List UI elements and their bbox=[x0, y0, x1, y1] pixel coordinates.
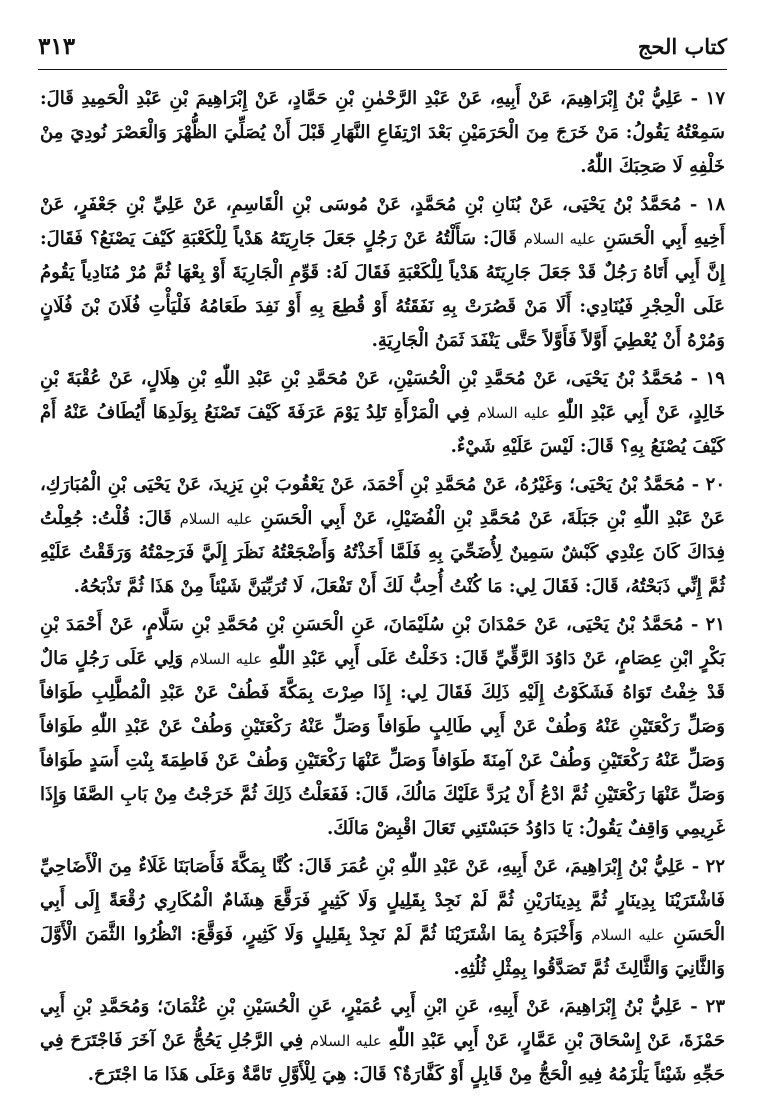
header-rule bbox=[38, 69, 727, 70]
hadith-17: ١٧ - عَلِيُّ بْنُ إِبْرَاهِيمَ، عَنْ أَبِيهِ، عَنْ عَبْدِ الرَّحْمٰنِ بْنِ حَمَّادٍ، عَنْ إِبْرَاهِيمَ بْنِ عَبْدِ الْحَمِيدِ قَالَ: سَمِعْتُهُ يَقُولُ: مَنْ خَرَجَ مِنَ الْحَرَمَيْنِ بَعْدَ ارْتِفَاعِ النَّهَارِ قَبْلَ أَنْ يُصَلِّيَ الظُّهْرَ وَالْعَصْرَ نُودِيَ مِنْ خَلْفِهِ لَا صَحِبَكَ اللّٰهُ. bbox=[40, 88, 725, 177]
hadith-23: ٢٣ - عَلِيُّ بْنُ إِبْرَاهِيمَ، عَنْ أَبِيهِ، عَنِ ابْنِ أَبِي عُمَيْرٍ، عَنِ الْحُسَيْنِ بْنِ عُثْمَانَ؛ وَمُحَمَّدِ بْنِ أَبِي حَمْزَةَ، عَنْ إِسْحَاقَ بْنِ عَمَّارٍ، عَنْ أَبِي عَبْدِ اللّٰهِ عليه السلام فِي الرَّجُلِ يَحُجُّ عَنْ آخَرَ فَاجْتَرَحَ فِي حَجِّهِ شَيْئاً يَلْزَمُهُ فِيهِ الْحَجُّ مِنْ قَابِلٍ أَوْ كَفَّارَةٌ؟ قَالَ: هِيَ لِلْأَوَّلِ تَامَّةٌ وَعَلَى هَذَا مَا اجْتَرَحَ. bbox=[40, 996, 726, 1085]
hadith-text: عَلِيُّ بْنُ إِبْرَاهِيمَ، عَنْ أَبِيهِ، عَنْ عَبْدِ الرَّحْمٰنِ بْنِ حَمَّادٍ، عَنْ إِبْرَاهِيمَ بْنِ عَبْدِ الْحَمِيدِ قَالَ: سَمِعْتُهُ يَقُولُ: مَنْ خَرَجَ مِنَ الْحَرَمَيْنِ بَعْدَ ارْتِفَاعِ النَّهَارِ قَبْلَ أَنْ يُصَلِّيَ الظُّهْرَ وَالْعَصْرَ نُودِيَ مِنْ خَلْفِهِ لَا صَحِبَكَ اللّٰهُ. bbox=[40, 88, 725, 177]
hadith-text: عَلِيُّ بْنُ إِبْرَاهِيمَ، عَنْ أَبِيهِ، عَنِ ابْنِ أَبِي عُمَيْرٍ، عَنِ الْحُسَيْنِ بْنِ عُثْمَانَ؛ وَمُحَمَّدِ بْنِ أَبِي حَمْزَةَ، عَنْ إِسْحَاقَ بْنِ عَمَّارٍ، عَنْ أَبِي عَبْدِ اللّٰهِ bbox=[40, 996, 726, 1051]
hadith-text: فِي الْمَرْأَةِ تَلِدُ يَوْمَ عَرَفَةَ كَيْفَ تَصْنَعُ بِوَلَدِهَا أَيُطَافُ عَنْهُ أَمْ كَيْفَ يُصْنَعُ بِهِ؟ قَالَ: لَيْسَ عَلَيْهِ شَيْءٌ. bbox=[40, 402, 725, 457]
hadith-text: مُحَمَّدُ بْنُ يَحْيَى؛ وَغَيْرُهُ، عَنْ مُحَمَّدِ بْنِ أَحْمَدَ، عَنْ يَعْقُوبَ بْنِ يَزِيدَ، عَنْ يَحْيَى بْنِ الْمُبَارَكِ، عَنْ عَبْدِ اللّٰهِ بْنِ جَبَلَةَ، عَنْ مُحَمَّدِ بْنِ الْفُضَيْلِ، عَنْ أَبِي الْحَسَنِ bbox=[40, 474, 725, 529]
hadith-text: قَالَ: سَأَلْتُهُ عَنْ رَجُلٍ جَعَلَ جَارِيَتَهُ هَدْياً لِلْكَعْبَةِ كَيْفَ يَصْنَعُ؟ فَقَالَ: إِنَّ أَبِي أَتَاهُ رَجُلٌ قَدْ جَعَلَ جَارِيَتَهُ هَدْياً لِلْكَعْبَةِ فَقَالَ لَهُ: قَوِّمِ الْجَارِيَةَ أَوْ بِعْهَا ثُمَّ مُرْ مُنَادِياً يَقُومُ عَلَى الْحِجْرِ فَيُنَادِي: أَلَا مَنْ قَصُرَتْ بِهِ نَفَقَتُهُ أَوْ قُطِعَ بِهِ أَوْ نَفِدَ طَعَامُهُ فَلْيَأْتِ فُلَانَ بْنَ فُلَانٍ وَمُرْهُ أَنْ يُعْطِيَ أَوَّلاً فَأَوَّلاً حَتَّى يَنْفَدَ ثَمَنُ الْجَارِيَةِ. bbox=[40, 228, 725, 351]
hadith-text: فِي الرَّجُلِ يَحُجُّ عَنْ آخَرَ فَاجْتَرَحَ فِي حَجِّهِ شَيْئاً يَلْزَمُهُ فِيهِ الْحَجُّ مِنْ قَابِلٍ أَوْ كَفَّارَةٌ؟ قَالَ: هِيَ لِلْأَوَّلِ تَامَّةٌ وَعَلَى هَذَا مَا اجْتَرَحَ. bbox=[40, 1030, 725, 1085]
hadith-22: ٢٢ - عَلِيُّ بْنُ إِبْرَاهِيمَ، عَنْ أَبِيهِ، عَنْ عَبْدِ اللّٰهِ بْنِ عُمَرَ قَالَ: كُنَّا بِمَكَّةَ فَأَصَابَنَا غَلَاءٌ مِنَ الْأَضَاحِيِّ فَاشْتَرَيْنَا بِدِينَارٍ ثُمَّ بِدِينَارَيْنِ ثُمَّ لَمْ نَجِدْ بِقَلِيلٍ وَلَا كَثِيرٍ فَرَقَّعَ هِشَامٌ الْمُكَارِي رُقْعَةً إِلَى أَبِي الْحَسَنِ عليه السلام وَأَخْبَرَهُ بِمَا اشْتَرَيْنَا ثُمَّ لَمْ نَجِدْ بِقَلِيلٍ وَلَا كَثِيرٍ، فَوَقَّعَ: انْظُرُوا الثَّمَنَ الْأَوَّلَ وَالثَّانِيَ وَالثَّالِثَ ثُمَّ تَصَدَّقُوا بِمِثْلِ ثُلُثِهِ. bbox=[40, 856, 725, 979]
honorific-mark: عليه السلام bbox=[179, 510, 253, 528]
page-header bbox=[38, 26, 727, 66]
hadith-number: ١٧ bbox=[705, 88, 725, 109]
hadith-number: ٢٢ bbox=[705, 856, 725, 877]
honorific-mark: عليه السلام bbox=[477, 404, 550, 422]
hadith-number: ٢١ bbox=[705, 614, 725, 635]
page-body bbox=[40, 82, 725, 1095]
honorific-mark: عليه السلام bbox=[591, 926, 665, 944]
hadith-20: ٢٠ - مُحَمَّدُ بْنُ يَحْيَى؛ وَغَيْرُهُ، عَنْ مُحَمَّدِ بْنِ أَحْمَدَ، عَنْ يَعْقُوبَ بْنِ يَزِيدَ، عَنْ يَحْيَى بْنِ الْمُبَارَكِ، عَنْ عَبْدِ اللّٰهِ بْنِ جَبَلَةَ، عَنْ مُحَمَّدِ بْنِ الْفُضَيْلِ، عَنْ أَبِي الْحَسَنِ عليه السلام قَالَ: قُلْتُ: جُعِلْتُ فِدَاكَ كَانَ عِنْدِي كَبْشٌ سَمِينٌ لِأُضَحِّيَ بِهِ فَلَمَّا أَخَذْتُهُ وَأَضْجَعْتُهُ نَظَرَ إِلَيَّ فَرَحِمْتُهُ وَرَقَقْتُ عَلَيْهِ ثُمَّ إِنِّي ذَبَحْتُهُ، قَالَ: فَقَالَ لِي: مَا كُنْتُ أُحِبُّ لَكَ أَنْ تَفْعَلَ، لَا تُرَبِّيَنَّ شَيْئاً مِنْ هَذَا ثُمَّ تَذْبَحُهُ. bbox=[40, 474, 725, 597]
honorific-mark: عليه السلام bbox=[309, 1032, 382, 1050]
book-title: كتاب الحج bbox=[637, 33, 727, 59]
hadith-number: ١٨ bbox=[705, 194, 725, 215]
hadith-number: ٢٣ bbox=[705, 996, 725, 1017]
hadith-21: ٢١ - مُحَمَّدُ بْنُ يَحْيَى، عَنْ حَمْدَانَ بْنِ سُلَيْمَانَ، عَنِ الْحَسَنِ بْنِ مُحَمَّدِ بْنِ سَلَّامٍ، عَنْ أَحْمَدَ بْنِ بَكْرٍ ابْنِ عِصَامٍ، عَنْ دَاوُدَ الرَّقِّيِّ قَالَ: دَخَلْتُ عَلَى أَبِي عَبْدِ اللّٰهِ عليه السلام وَلِي عَلَى رَجُلٍ مَالٌ قَدْ خِفْتُ تَوَاهُ فَشَكَوْتُ إِلَيْهِ ذَلِكَ فَقَالَ لِي: إِذَا صِرْتَ بِمَكَّةَ فَطُفْ عَنْ عَبْدِ الْمُطَّلِبِ طَوَافاً وَصَلِّ رَكْعَتَيْنِ عَنْهُ وَطُفْ عَنْ أَبِي طَالِبٍ طَوَافاً وَصَلِّ عَنْهُ رَكْعَتَيْنِ وَطُفْ عَنْ عَبْدِ اللّٰهِ طَوَافاً وَصَلِّ عَنْهُ رَكْعَتَيْنِ وَطُفْ عَنْ آمِنَةَ طَوَافاً وَصَلِّ عَنْهَا رَكْعَتَيْنِ وَطُفْ عَنْ فَاطِمَةَ بِنْتِ أَسَدٍ طَوَافاً وَصَلِّ عَنْهَا رَكْعَتَيْنِ ثُمَّ ادْعُ أَنْ يُرَدَّ عَلَيْكَ مَالُكَ، قَالَ: فَفَعَلْتُ ذَلِكَ ثُمَّ خَرَجْتُ مِنْ بَابِ الصَّفَا وَإِذَا غَرِيمِي وَاقِفٌ يَقُولُ: يَا دَاوُدُ حَبَسْتَنِي تَعَالَ اقْبِضْ مَالَكَ. bbox=[40, 614, 725, 839]
hadith-number: ٢٠ bbox=[705, 474, 725, 495]
hadith-text: وَأَخْبَرَهُ بِمَا اشْتَرَيْنَا ثُمَّ لَمْ نَجِدْ بِقَلِيلٍ وَلَا كَثِيرٍ، فَوَقَّعَ: انْظُرُوا الثَّمَنَ الْأَوَّلَ وَالثَّانِيَ وَالثَّالِثَ ثُمَّ تَصَدَّقُوا بِمِثْلِ ثُلُثِهِ. bbox=[40, 924, 725, 979]
hadith-text: مُحَمَّدُ بْنُ يَحْيَى، عَنْ بُنَانِ بْنِ مُحَمَّدٍ، عَنْ مُوسَى بْنِ الْقَاسِمِ، عَنْ عَلِيِّ بْنِ جَعْفَرٍ، عَنْ أَخِيهِ أَبِي الْحَسَنِ bbox=[40, 194, 725, 249]
hadith-18: ١٨ - مُحَمَّدُ بْنُ يَحْيَى، عَنْ بُنَانِ بْنِ مُحَمَّدٍ، عَنْ مُوسَى بْنِ الْقَاسِمِ، عَنْ عَلِيِّ بْنِ جَعْفَرٍ، عَنْ أَخِيهِ أَبِي الْحَسَنِ عليه السلام قَالَ: سَأَلْتُهُ عَنْ رَجُلٍ جَعَلَ جَارِيَتَهُ هَدْياً لِلْكَعْبَةِ كَيْفَ يَصْنَعُ؟ فَقَالَ: إِنَّ أَبِي أَتَاهُ رَجُلٌ قَدْ جَعَلَ جَارِيَتَهُ هَدْياً لِلْكَعْبَةِ فَقَالَ لَهُ: قَوِّمِ الْجَارِيَةَ أَوْ بِعْهَا ثُمَّ مُرْ مُنَادِياً يَقُومُ عَلَى الْحِجْرِ فَيُنَادِي: أَلَا مَنْ قَصُرَتْ بِهِ نَفَقَتُهُ أَوْ قُطِعَ بِهِ أَوْ نَفِدَ طَعَامُهُ فَلْيَأْتِ فُلَانَ بْنَ فُلَانٍ وَمُرْهُ أَنْ يُعْطِيَ أَوَّلاً فَأَوَّلاً حَتَّى يَنْفَدَ ثَمَنُ الْجَارِيَةِ. bbox=[40, 194, 725, 351]
hadith-number: ١٩ bbox=[705, 368, 725, 389]
honorific-mark: عليه السلام bbox=[523, 230, 596, 248]
hadith-text: مُحَمَّدُ بْنُ يَحْيَى، عَنْ حَمْدَانَ بْنِ سُلَيْمَانَ، عَنِ الْحَسَنِ بْنِ مُحَمَّدِ بْنِ سَلَّامٍ، عَنْ أَحْمَدَ بْنِ بَكْرٍ ابْنِ عِصَامٍ، عَنْ دَاوُدَ الرَّقِّيِّ قَالَ: دَخَلْتُ عَلَى أَبِي عَبْدِ اللّٰهِ bbox=[40, 614, 725, 669]
hadith-text: عَلِيُّ بْنُ إِبْرَاهِيمَ، عَنْ أَبِيهِ، عَنْ عَبْدِ اللّٰهِ بْنِ عُمَرَ قَالَ: كُنَّا بِمَكَّةَ فَأَصَابَنَا غَلَاءٌ مِنَ الْأَضَاحِيِّ فَاشْتَرَيْنَا بِدِينَارٍ ثُمَّ بِدِينَارَيْنِ ثُمَّ لَمْ نَجِدْ بِقَلِيلٍ وَلَا كَثِيرٍ فَرَقَّعَ هِشَامٌ الْمُكَارِي رُقْعَةً إِلَى أَبِي الْحَسَنِ bbox=[40, 856, 725, 945]
page-number: ٣١٣ bbox=[38, 32, 76, 60]
honorific-mark: عليه السلام bbox=[189, 650, 263, 668]
hadith-19: ١٩ - مُحَمَّدُ بْنُ يَحْيَى، عَنْ مُحَمَّدِ بْنِ الْحُسَيْنِ، عَنْ مُحَمَّدِ بْنِ عَبْدِ اللّٰهِ بْنِ هِلَالٍ، عَنْ عُقْبَةَ بْنِ خَالِدٍ، عَنْ أَبِي عَبْدِ اللّٰهِ عليه السلام فِي الْمَرْأَةِ تَلِدُ يَوْمَ عَرَفَةَ كَيْفَ تَصْنَعُ بِوَلَدِهَا أَيُطَافُ عَنْهُ أَمْ كَيْفَ يُصْنَعُ بِهِ؟ قَالَ: لَيْسَ عَلَيْهِ شَيْءٌ. bbox=[40, 368, 725, 457]
hadith-text: قَالَ: قُلْتُ: جُعِلْتُ فِدَاكَ كَانَ عِنْدِي كَبْشٌ سَمِينٌ لِأُضَحِّيَ بِهِ فَلَمَّا أَخَذْتُهُ وَأَضْجَعْتُهُ نَظَرَ إِلَيَّ فَرَحِمْتُهُ وَرَقَقْتُ عَلَيْهِ ثُمَّ إِنِّي ذَبَحْتُهُ، قَالَ: فَقَالَ لِي: مَا كُنْتُ أُحِبُّ لَكَ أَنْ تَفْعَلَ، لَا تُرَبِّيَنَّ شَيْئاً مِنْ هَذَا ثُمَّ تَذْبَحُهُ. bbox=[40, 508, 725, 597]
hadith-text: وَلِي عَلَى رَجُلٍ مَالٌ قَدْ خِفْتُ تَوَاهُ فَشَكَوْتُ إِلَيْهِ ذَلِكَ فَقَالَ لِي: إِذَا صِرْتَ بِمَكَّةَ فَطُفْ عَنْ عَبْدِ الْمُطَّلِبِ طَوَافاً وَصَلِّ رَكْعَتَيْنِ عَنْهُ وَطُفْ عَنْ أَبِي طَالِبٍ طَوَافاً وَصَلِّ عَنْهُ رَكْعَتَيْنِ وَطُفْ عَنْ عَبْدِ اللّٰهِ طَوَافاً وَصَلِّ عَنْهُ رَكْعَتَيْنِ وَطُفْ عَنْ آمِنَةَ طَوَافاً وَصَلِّ عَنْهَا رَكْعَتَيْنِ وَطُفْ عَنْ فَاطِمَةَ بِنْتِ أَسَدٍ طَوَافاً وَصَلِّ عَنْهَا رَكْعَتَيْنِ ثُمَّ ادْعُ أَنْ يُرَدَّ عَلَيْكَ مَالُكَ، قَالَ: فَفَعَلْتُ ذَلِكَ ثُمَّ خَرَجْتُ مِنْ بَابِ الصَّفَا وَإِذَا غَرِيمِي وَاقِفٌ يَقُولُ: يَا دَاوُدُ حَبَسْتَنِي تَعَالَ اقْبِضْ مَالَكَ. bbox=[40, 648, 725, 839]
hadith-text: مُحَمَّدُ بْنُ يَحْيَى، عَنْ مُحَمَّدِ بْنِ الْحُسَيْنِ، عَنْ مُحَمَّدِ بْنِ عَبْدِ اللّٰهِ بْنِ هِلَالٍ، عَنْ عُقْبَةَ بْنِ خَالِدٍ، عَنْ أَبِي عَبْدِ اللّٰهِ bbox=[40, 368, 725, 423]
